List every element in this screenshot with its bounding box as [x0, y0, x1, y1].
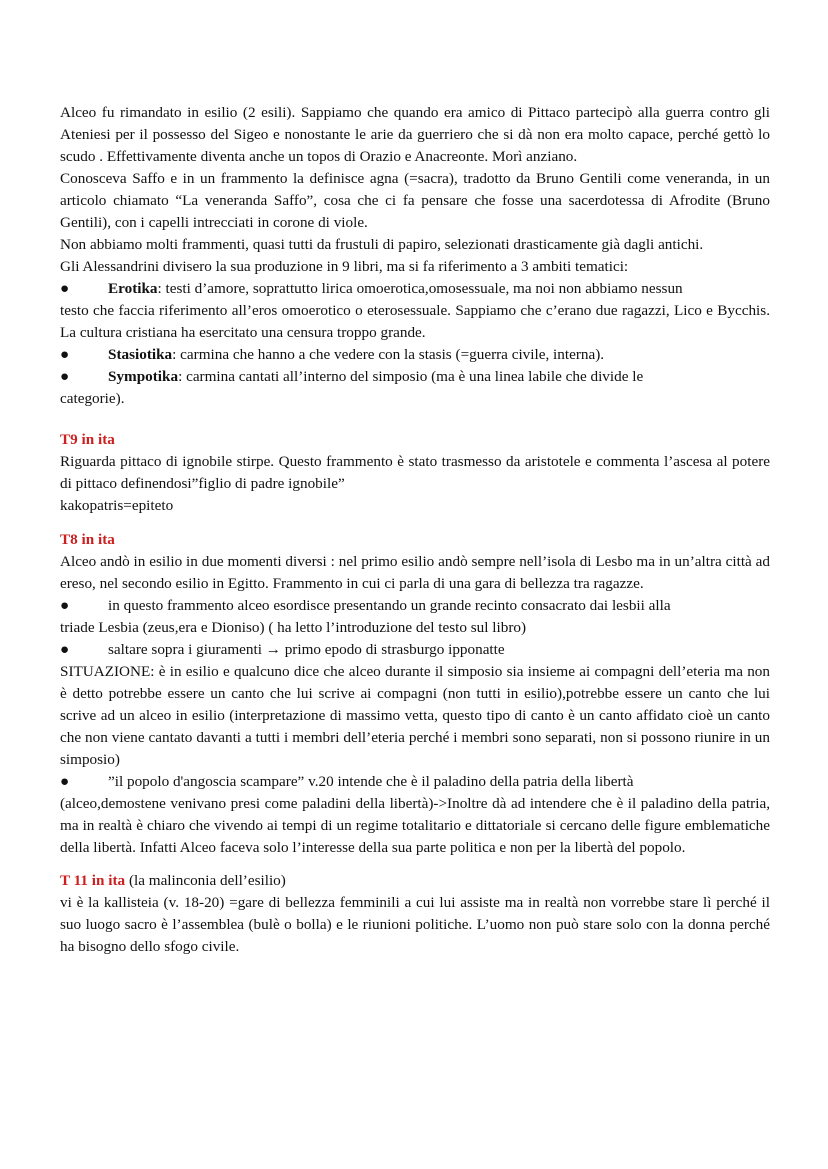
bullet-icon: ● — [60, 346, 70, 363]
bullet-icon: ● — [60, 368, 70, 385]
bullet-stasiotika: ● Stasiotika: carmina che hanno a che vedere con la stasis (=guerra civile, interna). — [60, 344, 770, 366]
bullet-erotika: ● Erotika: testi d’amore, soprattutto lirica omoerotica,omosessuale, ma noi non abbiamo nessun testo che faccia riferimento all’eros omoerotico o eterosessuale. Sappiamo che c’erano due ragazzi, Lico e Bycchis. La cultura cristiana ha esercitato una censura troppo grande. — [60, 280, 770, 341]
t8-bullet-2: ● saltare sopra i giuramenti → primo epodo di strasburgo ipponatte — [60, 639, 770, 661]
bullet-icon: ● — [60, 773, 70, 790]
t11-text: vi è la kallisteia (v. 18-20) =gare di bellezza femminili a cui lui assiste ma in realtà non vorrebbe stare lì perché il suo luogo sacro è l’assemblea (bulè o bolla) e le riunioni politiche. L’uomo non può stare solo con la donna perché ha bisogno dello sfogo civile. — [60, 894, 770, 955]
intro-paragraph-2: Conosceva Saffo e in un frammento la definisce agna (=sacra), tradotto da Bruno Gentili come veneranda, in un articolo chiamato “La veneranda Saffo”, cosa che ci fa pensare che fosse una sacerdotessa di Afrodite (Bruno Gentili), con i capelli intrecciati in corone di viole. — [60, 170, 770, 231]
intro-paragraph-4: Gli Alessandrini divisero la sua produzione in 9 libri, ma si fa riferimento a 3 ambiti tematici: — [60, 258, 629, 275]
t8-bullet-1: ● in questo frammento alceo esordisce presentando un grande recinto consacrato dai lesbii alla triade Lesbia (zeus,era e Dioniso) ( ha letto l’introduzione del testo sul libro) — [60, 597, 671, 636]
t8-text: Alceo andò in esilio in due momenti diversi : nel primo esilio andò sempre nell’isola di Lesbo ma in un’altra città ad ereso, nel secondo esilio in Egitto. Frammento in cui ci parla di una gara di bellezza tra ragazze. — [60, 553, 770, 592]
bullet-icon: ● — [60, 597, 70, 614]
intro-paragraph-1: Alceo fu rimandato in esilio (2 esili). Sappiamo che quando era amico di Pittaco partecipò alla guerra contro gli Ateniesi per il possesso del Sigeo e nonostante le arie da guerriero che si dà non era molto capace, perché gettò lo scudo . Effettivamente diventa anche un topos di Orazio e Anacreonte. Morì anziano. — [60, 104, 770, 165]
section-heading-t8: T8 in ita — [60, 531, 115, 548]
t8-situazione: SITUAZIONE: è in esilio e qualcuno dice che alceo durante il simposio sia insieme ai compagni dell’eteria ma non è detto potrebbe essere un canto che lui scrive ai compagni (non tutti in esilio),potrebbe essere un canto che lui scrive ad un alceo in esilio (interpretazione di massimo vetta, questo tipo di canto è un canto affidato cioè un canto che non viene cantato davanti a tutti i membri dell’eteria perché i membri sono separati, non si possono riunire in un simposio) — [60, 663, 770, 768]
t9-line2: kakopatris=epiteto — [60, 497, 174, 514]
t9-text: Riguarda pittaco di ignobile stirpe. Questo frammento è stato trasmesso da aristotele e commenta l’ascesa al potere di pittaco definendosi”figlio di padre ignobile” — [60, 453, 770, 492]
term-erotika: Erotika — [108, 280, 158, 297]
term-sympotika: Sympotika — [108, 368, 179, 385]
section-heading-t9: T9 in ita — [60, 431, 115, 448]
bullet-icon: ● — [60, 641, 70, 658]
intro-paragraph-3: Non abbiamo molti frammenti, quasi tutti da frustuli di papiro, selezionati drasticamente già dagli antichi. — [60, 236, 704, 253]
section-heading-t11: T 11 in ita (la malinconia dell’esilio) — [60, 872, 286, 889]
bullet-icon: ● — [60, 280, 70, 297]
term-stasiotika: Stasiotika — [108, 346, 173, 363]
t8-bullet-3: ● ”il popolo d'angoscia scampare” v.20 intende che è il paladino della patria della libertà (alceo,demostene venivano presi come paladini della libertà)->Inoltre dà ad intendere che è il paladino della patria, ma in realtà è chiaro che vivendo ai tempi di un regime totalitario e dittatoriale si cercano delle figure emblematiche della libertà. Infatti Alceo faceva solo l’interesse della sua parte politica e non per la libertà del popolo. — [60, 773, 770, 856]
bullet-sympotika: ● Sympotika: carmina cantati all’interno del simposio (ma è una linea labile che divide le categorie). — [60, 368, 644, 407]
